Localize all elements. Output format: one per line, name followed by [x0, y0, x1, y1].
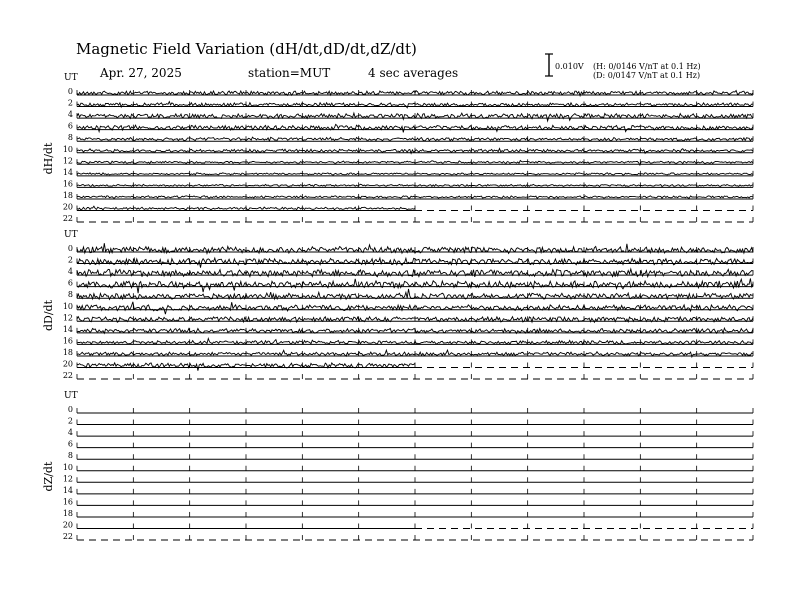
chart-title: Magnetic Field Variation (dH/dt,dD/dt,dZ/dt) — [76, 40, 417, 58]
hour-label: 14 — [62, 485, 73, 495]
hour-label: 22 — [62, 214, 73, 224]
hour-label: 20 — [62, 520, 73, 530]
hour-label: 0 — [67, 244, 73, 253]
hour-label: 16 — [62, 179, 73, 189]
hour-label: 16 — [62, 497, 73, 507]
hour-label: 14 — [62, 324, 73, 334]
hour-label: 20 — [62, 202, 73, 212]
station-label: station=MUT — [248, 66, 331, 80]
hour-label: 20 — [62, 359, 73, 369]
hour-label: 6 — [67, 121, 73, 131]
panel-ylabel: dZ/dt — [42, 461, 55, 492]
hour-label: 18 — [62, 190, 73, 200]
d-sensitivity-label: (D: 0/0147 V/nT at 0.1 Hz) — [593, 71, 701, 80]
panel-ylabel: dH/dt — [42, 142, 55, 175]
hour-label: 2 — [67, 98, 73, 108]
hour-label: 18 — [62, 508, 73, 518]
hour-label: 2 — [67, 416, 73, 426]
hour-label: 16 — [62, 336, 73, 346]
hour-label: 10 — [62, 144, 73, 154]
ut-label: UT — [64, 73, 78, 83]
hour-label: 12 — [62, 474, 73, 484]
panel-dD-dt — [42, 230, 753, 380]
hour-label: 18 — [62, 347, 73, 357]
panel-dH-dt — [42, 73, 753, 223]
hour-label: 4 — [67, 110, 73, 120]
hour-label: 4 — [67, 428, 73, 438]
panel-dZ-dt — [42, 391, 753, 541]
scale-bar — [545, 54, 701, 80]
hour-label: 8 — [67, 451, 73, 461]
hour-label: 0 — [67, 87, 73, 96]
panel-ylabel: dD/dt — [42, 300, 55, 332]
hour-label: 4 — [67, 267, 73, 277]
hour-label: 2 — [67, 255, 73, 265]
hour-label: 22 — [62, 371, 73, 381]
h-sensitivity-label: (H: 0/0146 V/nT at 0.1 Hz) — [593, 62, 701, 71]
hour-label: 12 — [62, 156, 73, 166]
hour-label: 10 — [62, 301, 73, 311]
hour-label: 10 — [62, 462, 73, 472]
hour-label: 22 — [62, 532, 73, 542]
averaging-label: 4 sec averages — [368, 66, 459, 80]
hour-label: 6 — [67, 439, 73, 449]
scale-bar-label: 0.010V — [555, 62, 584, 71]
ut-label: UT — [64, 230, 78, 240]
ut-label: UT — [64, 391, 78, 401]
hour-label: 6 — [67, 278, 73, 288]
date-label: Apr. 27, 2025 — [100, 66, 182, 80]
hour-label: 8 — [67, 133, 73, 143]
hour-label: 14 — [62, 167, 73, 177]
hour-label: 0 — [67, 405, 73, 414]
hour-label: 8 — [67, 290, 73, 300]
hour-label: 12 — [62, 313, 73, 323]
panels — [42, 73, 753, 541]
